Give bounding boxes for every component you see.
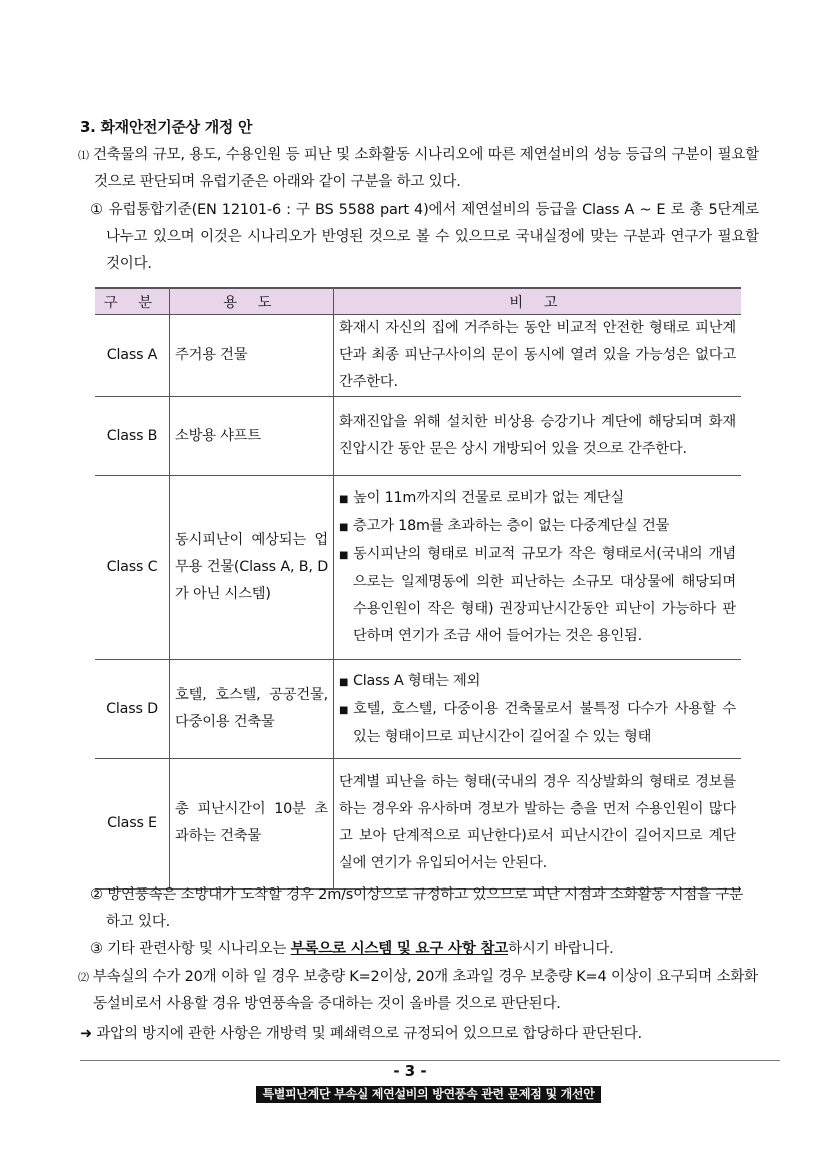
footer-divider <box>80 1060 780 1061</box>
class-cell: Class A <box>95 315 170 397</box>
remark-cell: 화재진압을 위해 설치한 비상용 승강기나 계단에 해당되며 화재진압시간 동안 문은 상시 개방되어 있을 것으로 간주한다. <box>334 397 742 476</box>
square-bullet-icon: ■ <box>339 676 349 688</box>
item-1-text: 유럽통합기준(EN 12101-6 : 구 BS 5588 part 4)에서 제연설비의 등급을 Class A ~ E 로 총 5단계로 나누고 있으며 이것은 시나리오가 반영된 것으로 볼 수 있으므로 국내실정에 맞는 구분과 연구가 필요할 것이다. <box>106 202 759 272</box>
paragraph-3-text: 과압의 방지에 관한 사항은 개방력 및 폐쇄력으로 규정되어 있으므로 합당하다 판단된다. <box>96 1026 642 1042</box>
square-bullet-icon: ■ <box>339 522 349 533</box>
table-row-class-d <box>95 660 741 759</box>
square-bullet-icon: ■ <box>339 494 349 505</box>
items-2-3 <box>90 882 743 963</box>
table-row-class-b <box>95 397 741 476</box>
bullet-item: ■ Class A 형태는 제외 <box>339 668 736 696</box>
paragraph-3 <box>80 1021 743 1048</box>
class-cell: Class D <box>95 660 170 759</box>
table-header-row <box>95 288 741 315</box>
bullet-item: ■ 호텔, 호스텔, 다중이용 건축물로서 불특정 다수가 사용할 수 있는 형태이므로 피난시간이 길어질 수 있는 형태 <box>339 696 736 751</box>
paragraph-2 <box>78 964 758 1018</box>
smoke-control-class-table <box>95 287 741 890</box>
class-cell: Class E <box>95 759 170 889</box>
square-bullet-icon: ■ <box>339 550 349 561</box>
paragraph-1 <box>78 142 759 196</box>
class-cell: Class C <box>95 476 170 660</box>
arrow-right-icon: ➜ <box>80 1026 92 1042</box>
appendix-reference: 부록으로 시스템 및 요구 사항 참고 <box>290 941 509 957</box>
table-row-class-c <box>95 476 741 660</box>
usage-cell: 호텔, 호스텔, 공공건물, 다중이용 건축물 <box>170 660 334 759</box>
bullet-item: ■ 높이 11m까지의 건물로 로비가 없는 계단실 <box>339 485 736 513</box>
usage-cell: 총 피난시간이 10분 초과하는 건축물 <box>170 759 334 889</box>
paragraph-1-text: 건축물의 규모, 용도, 수용인원 등 피난 및 소화활동 시나리오에 따른 제연설비의 성능 등급의 구분이 필요할 것으로 판단되며 유럽기준은 아래와 같이 구분을 하고 있다. <box>92 147 759 190</box>
usage-cell: 동시피난이 예상되는 업무용 건물(Class A, B, D가 아닌 시스템) <box>170 476 334 660</box>
remark-cell <box>334 660 742 759</box>
square-bullet-icon: ■ <box>339 704 349 716</box>
item-3-marker: ③ <box>90 941 103 957</box>
bullet-item: ■ 동시피난의 형태로 비교적 규모가 작은 형태로서(국내의 개념으로는 일제명동에 의한 피난하는 소규모 대상물에 해당되며 수용인원이 작은 형태) 권장피난시간동안 피난이 가능하다 판단하며 연기가 조금 새어 들어가는 것은 용인됨. <box>339 541 736 650</box>
usage-cell: 주거용 건물 <box>170 315 334 397</box>
class-cell: Class B <box>95 397 170 476</box>
usage-cell: 소방용 샤프트 <box>170 397 334 476</box>
header-usage: 용 도 <box>170 288 334 315</box>
paragraph-2-text: 부속실의 수가 20개 이하 일 경우 보충량 K=2이상, 20개 초과일 경우 보충량 K=4 이상이 요구되며 소화화동설비로서 사용할 경유 방연풍속을 증대하는 것이 올바를 것으로 판단된다. <box>92 969 758 1012</box>
table-row-class-a <box>95 315 741 397</box>
section-title: 3. 화재안전기준상 개정 안 <box>80 118 253 136</box>
header-category: 구 분 <box>95 288 170 315</box>
paragraph-1-marker: ⑴ <box>78 149 89 162</box>
item-2 <box>90 882 743 936</box>
item-1 <box>90 197 759 278</box>
footer-document-title: 특별피난계단 부속실 제연설비의 방연풍속 관련 문제점 및 개선안 <box>256 1086 601 1103</box>
remark-cell: 화재시 자신의 집에 거주하는 동안 비교적 안전한 형태로 피난계단과 최종 피난구사이의 문이 동시에 열려 있을 가능성은 없다고 간주한다. <box>334 315 742 397</box>
bullet-item: ■ 층고가 18m를 초과하는 층이 없는 다중계단실 건물 <box>339 513 736 541</box>
paragraph-2-marker: ⑵ <box>78 971 89 984</box>
page-number: - 3 - <box>393 1062 427 1080</box>
remark-cell: 단계별 피난을 하는 형태(국내의 경우 직상발화의 형태로 경보를 하는 경우와 유사하며 경보가 발하는 층을 먼저 수용인원이 많다고 보아 단계적으로 피난한다)로서 피난시간이 길어지므로 계단실에 연기가 유입되어서는 안된다. <box>334 759 742 889</box>
item-2-marker: ② <box>90 887 103 903</box>
table-row-class-e <box>95 759 741 889</box>
item-2-text: 방연풍속은 소방대가 도착할 경우 2m/s이상으로 규정하고 있으므로 피난 시점과 소화활동 시점을 구분하고 있다. <box>106 887 744 930</box>
item-1-marker: ① <box>90 202 104 218</box>
header-remarks: 비 고 <box>334 288 742 315</box>
remark-cell <box>334 476 742 660</box>
item-3: ③ 기타 관련사항 및 시나리오는 부록으로 시스템 및 요구 사항 참고하시기 바랍니다. <box>90 941 614 957</box>
